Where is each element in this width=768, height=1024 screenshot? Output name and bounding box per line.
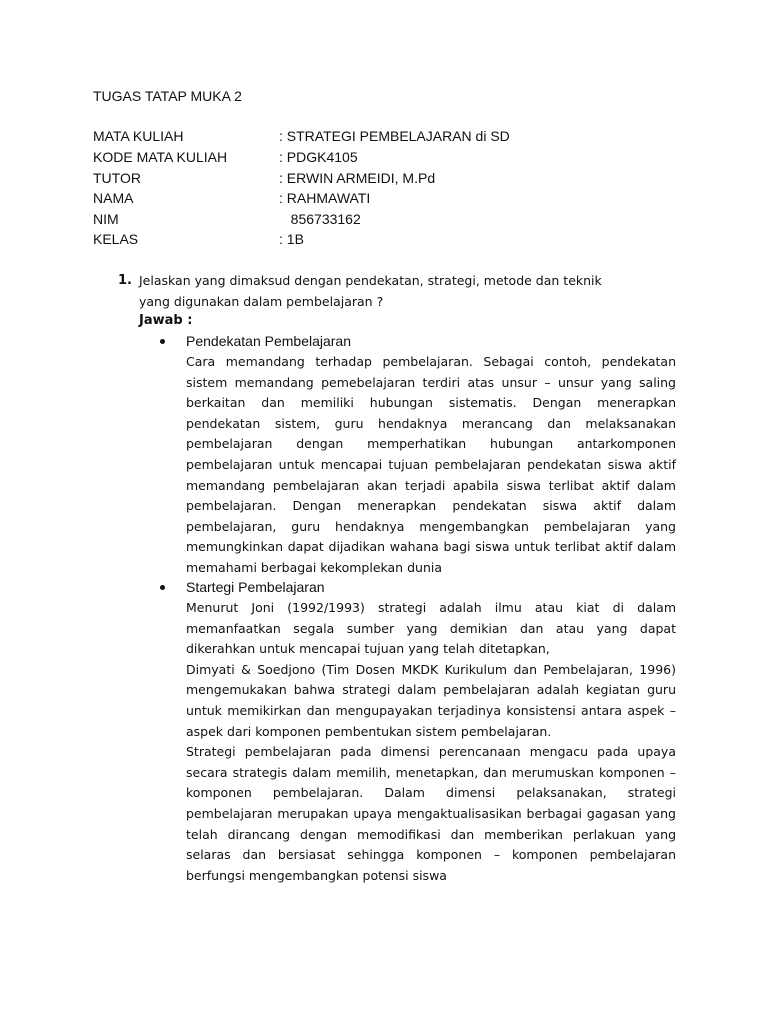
section-pendekatan bbox=[160, 331, 676, 579]
answer-label: Jawab : bbox=[139, 313, 193, 328]
info-value: : ERWIN ARMEIDI, M.Pd bbox=[279, 170, 436, 186]
info-value: 856733162 bbox=[279, 211, 361, 227]
info-value: : STRATEGI PEMBELAJARAN di SD bbox=[279, 128, 510, 144]
info-value: : RAHMAWATI bbox=[279, 190, 371, 206]
paragraph: Strategi pembelajaran pada dimensi perencanaan mengacu pada upaya secara strategis dalam memilih, menetapkan, dan merumuskan komponen – komponen pembelajaran. Dalam dimensi pelaksanakan, strategi pembelajaran merupakan upaya mengaktualisasikan berbagai gagasan yang telah dirancang dengan memodifikasi dan memberikan perlakuan yang selaras dan bersiasat sehingga komponen – komponen pembelajaran berfungsi mengembangkan potensi siswa bbox=[186, 744, 676, 883]
document-title: TUGAS TATAP MUKA 2 bbox=[93, 88, 242, 104]
info-row-kelas bbox=[93, 229, 593, 249]
info-label: TUTOR bbox=[93, 170, 141, 186]
info-value: : PDGK4105 bbox=[279, 149, 358, 165]
section-heading: Startegi Pembelajaran bbox=[186, 579, 325, 595]
paragraph: Cara memandang terhadap pembelajaran. Sebagai contoh, pendekatan sistem memandang pemebelajaran terdiri atas unsur – unsur yang saling berkaitan dan memiliki hubungan sistematis. Dengan menerapkan pendekatan sistem, guru hendaknya merancang dan melaksanakan pembelajaran dengan memperhatikan hubungan antarkomponen pembelajaran untuk mencapai tujuan pembelajaran pendekatan siswa aktif memandang pembelajaran akan terjadi apabila siswa terlibat aktif dalam pembelajaran. Dengan menerapkan pendekatan siswa aktif dalam pembelajaran, guru hendaknya mengembangkan pembelajaran yang memungkinkan dapat dijadikan wahana bagi siswa untuk terlibat aktif dalam memahami berbagai kekomplekan dunia bbox=[186, 354, 676, 575]
info-row-nim bbox=[93, 209, 593, 229]
info-label: MATA KULIAH bbox=[93, 128, 184, 144]
info-row-nama bbox=[93, 188, 593, 208]
info-row-mata-kuliah bbox=[93, 126, 593, 146]
question-text: Jelaskan yang dimaksud dengan pendekatan, strategi, metode dan teknik yang digunakan dalam pembelajaran ? bbox=[139, 273, 602, 309]
info-label: KODE MATA KULIAH bbox=[93, 149, 228, 165]
paragraph: Dimyati & Soedjono (Tim Dosen MKDK Kurikulum dan Pembelajaran, 1996) mengemukakan bahwa strategi dalam pembelajaran adalah kegiatan guru untuk memikirkan dan mengupayakan terjadinya konsistensi antara aspek – aspek dari komponen pembentukan sistem pembelajaran. bbox=[186, 661, 676, 739]
question-number: 1. bbox=[118, 273, 132, 288]
section-heading: Pendekatan Pembelajaran bbox=[186, 333, 352, 349]
info-label: NAMA bbox=[93, 190, 134, 206]
info-label: NIM bbox=[93, 211, 119, 227]
info-label: KELAS bbox=[93, 231, 139, 247]
paragraph: Menurut Joni (1992/1993) strategi adalah ilmu atau kiat di dalam memanfaatkan segala sumber yang demikian dan atau yang dapat dikerahkan untuk mencapai tujuan yang telah ditetapkan, bbox=[186, 600, 676, 657]
section-strategi bbox=[160, 577, 676, 886]
info-row-kode-mata-kuliah bbox=[93, 147, 593, 167]
info-row-tutor bbox=[93, 168, 593, 188]
bullet-icon bbox=[160, 585, 165, 590]
section-heading-row bbox=[160, 577, 676, 598]
info-value: : 1B bbox=[279, 231, 304, 247]
section-heading-row bbox=[160, 331, 676, 352]
bullet-icon bbox=[160, 339, 165, 344]
